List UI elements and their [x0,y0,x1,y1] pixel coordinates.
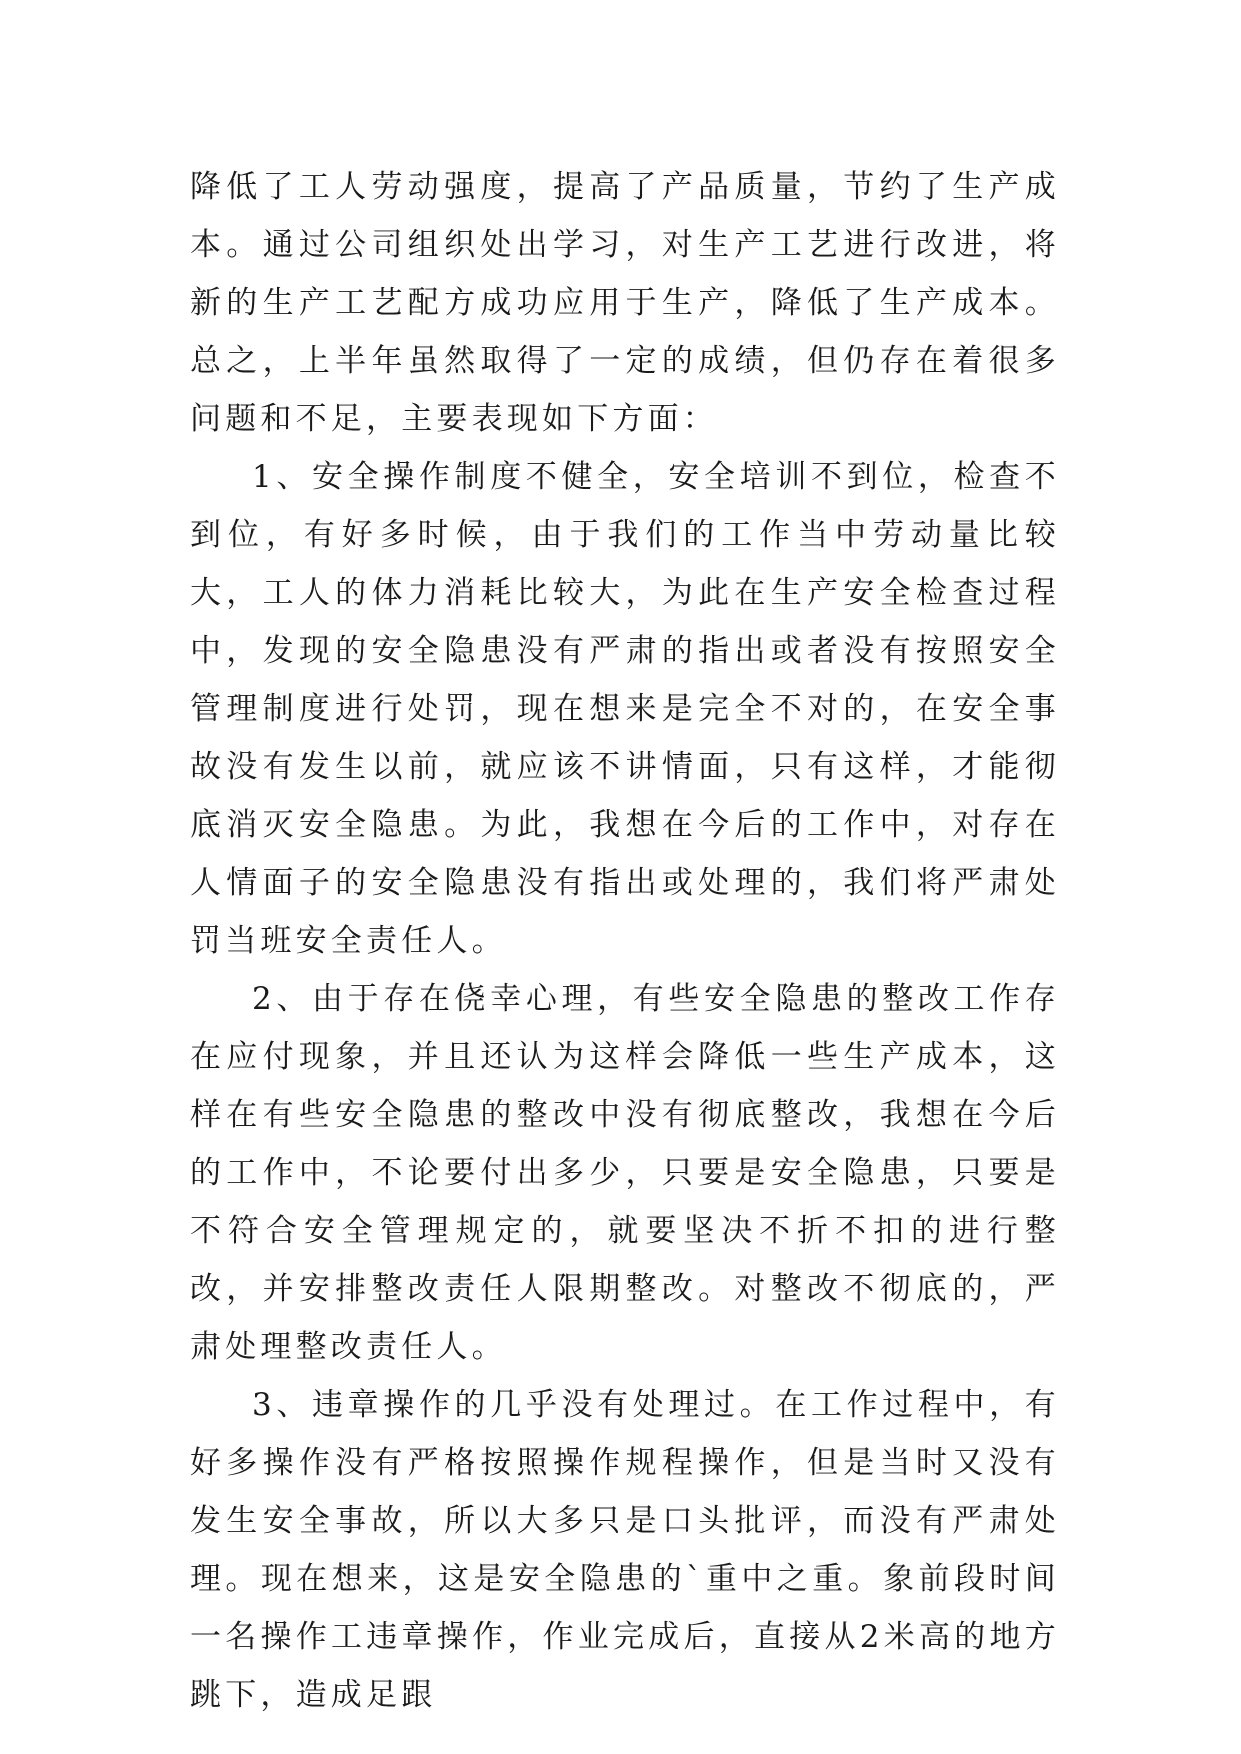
paragraph-intro: 降低了工人劳动强度，提高了产品质量，节约了生产成本。通过公司组织处出学习，对生产工艺进行改进，将新的生产工艺配方成功应用于生产，降低了生产成本。总之，上半年虽然取得了一定的成绩，但仍存在着很多问题和不足，主要表现如下方面： [190,169,1060,437]
document-body [190,158,1060,1724]
paragraph-item-2: 2、由于存在侥幸心理，有些安全隐患的整改工作存在应付现象，并且还认为这样会降低一些生产成本，这样在有些安全隐患的整改中没有彻底整改，我想在今后的工作中，不论要付出多少，只要是安全隐患，只要是不符合安全管理规定的，就要坚决不折不扣的进行整改，并安排整改责任人限期整改。对整改不彻底的，严肃处理整改责任人。 [190,981,1060,1365]
paragraph-item-1: 1、安全操作制度不健全，安全培训不到位，检查不到位，有好多时候，由于我们的工作当中劳动量比较大，工人的体力消耗比较大，为此在生产安全检查过程中，发现的安全隐患没有严肃的指出或者没有按照安全管理制度进行处罚，现在想来是完全不对的，在安全事故没有发生以前，就应该不讲情面，只有这样，才能彻底消灭安全隐患。为此，我想在今后的工作中，对存在人情面子的安全隐患没有指出或处理的，我们将严肃处罚当班安全责任人。 [190,459,1060,959]
paragraph-item-3: 3、违章操作的几乎没有处理过。在工作过程中，有好多操作没有严格按照操作规程操作，但是当时又没有发生安全事故，所以大多只是口头批评，而没有严肃处理。现在想来，这是安全隐患的`重中之重。象前段时间一名操作工违章操作，作业完成后，直接从2米高的地方跳下，造成足跟 [190,1387,1060,1713]
